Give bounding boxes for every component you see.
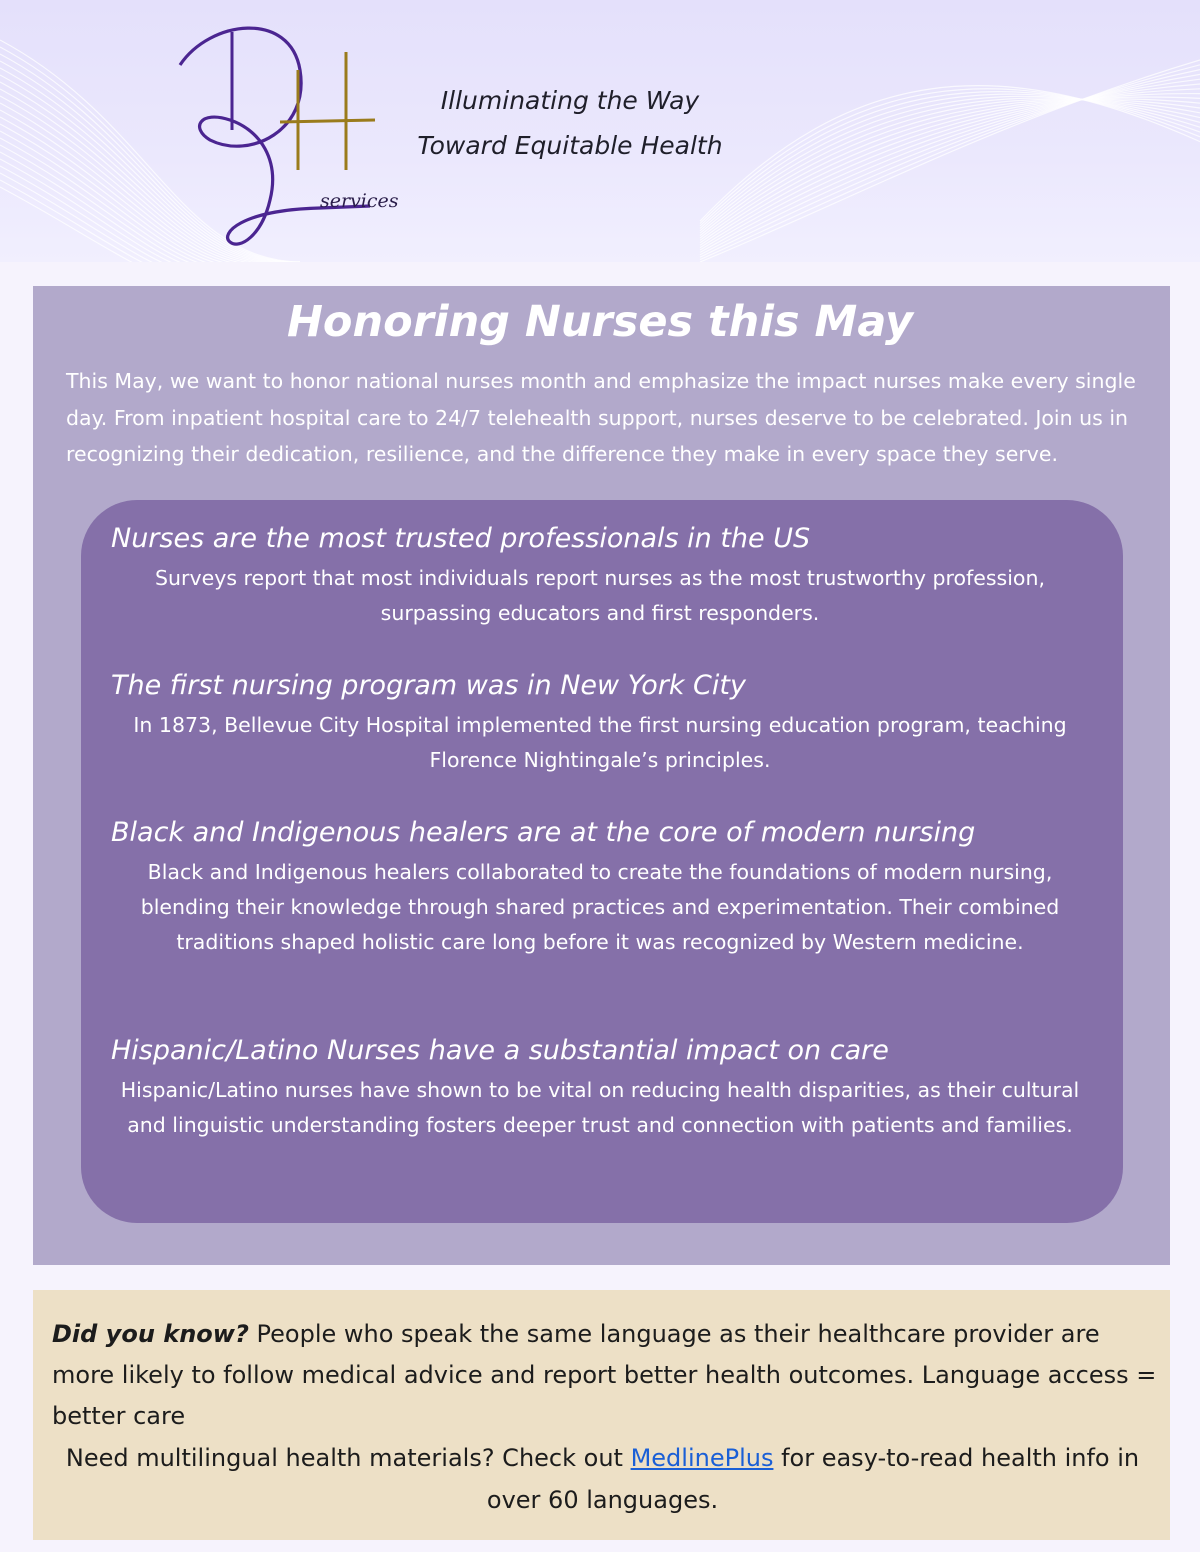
tagline [400,78,740,168]
wave-line [700,99,1200,241]
fact-body: Hispanic/Latino nurses have shown to be vital on reducing health disparities, as their cultural and linguistic understanding fosters deeper trust and connection with patients and families. [120,1078,1080,1137]
fact-heading: The first nursing program was in New York City [111,670,746,701]
fact-heading: Black and Indigenous healers are at the core of modern nursing [111,817,976,848]
did-you-know-lead: Did you know? [52,1320,249,1348]
logo-services-text: services [320,190,399,212]
did-you-know-body: People who speak the same language as their healthcare provider are more likely to follow medical advice and report better health outcomes. Language access = better care [52,1320,1157,1430]
dh-monogram-logo-icon [170,10,420,260]
wave-line [700,94,1200,246]
header-banner [0,0,1200,262]
fact-heading: Hispanic/Latino Nurses have a substantial impact on care [111,1035,889,1066]
intro-paragraph: This May, we want to honor national nurses month and emphasize the impact nurses make every single day. From inpatient hospital care to 24/7 telehealth support, nurses deserve to be celebrated. Join us in recognizing their dedication, resilience, and the difference they make in every space they serve. [66,369,1136,466]
cta-after: for easy-to-read health info in over 60 languages. [486,1444,1140,1514]
tagline-line-1: Illuminating the Way [440,86,700,115]
wave-line [700,74,1200,254]
multilingual-cta [45,1437,1160,1521]
cta-before: Need multilingual health materials? Check out [65,1444,631,1472]
tagline-line-2: Toward Equitable Health [417,131,723,160]
fact-body: Surveys report that most individuals report nurses as the most trustworthy profession, surpassing educators and first responders. [155,566,1045,625]
did-you-know-text [52,1314,1162,1437]
wave-line [700,98,1200,233]
fact-body: In 1873, Bellevue City Hospital implemented the first nursing education program, teaching Florence Nightingale’s principles. [133,713,1067,772]
page-title: Honoring Nurses this May [286,297,914,347]
fact-body: Black and Indigenous healers collaborated to create the foundations of modern nursing, blending their knowledge through shared practices and experimentation. Their combined traditions shaped holistic care long before it was recognized by Western medicine. [140,860,1060,954]
medlineplus-link[interactable]: MedlinePlus [630,1444,774,1472]
fact-heading: Nurses are the most trusted professionals in the US [111,523,811,554]
